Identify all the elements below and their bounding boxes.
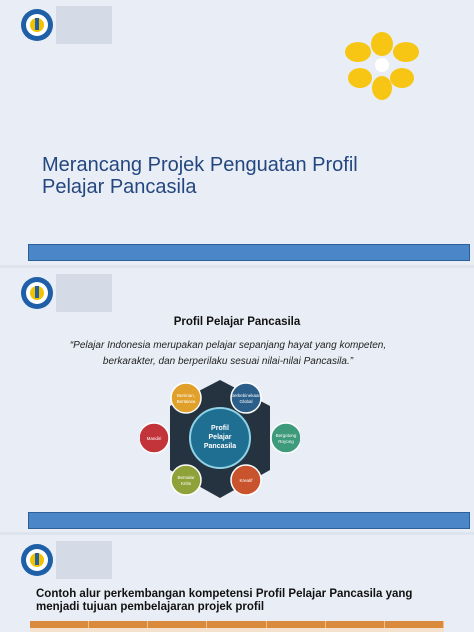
section-heading [36, 588, 456, 614]
tut-wuri-handayani-logo [20, 543, 54, 577]
dimension-label: Bertakwa [176, 399, 196, 404]
dimension-node [171, 383, 201, 413]
quote [60, 338, 396, 370]
heading-line-1: Contoh alur perkembangan kompetensi Profil Pelajar Pancasila yang [36, 588, 413, 600]
accent-bar [28, 244, 470, 261]
logo-placeholder [56, 274, 112, 312]
dimension-label: Berkebinekaan [230, 393, 262, 398]
title-line-2: Pelajar Pancasila [42, 176, 197, 198]
dimension-label: Royong [278, 439, 294, 444]
section-title: Profil Pelajar Pancasila [173, 316, 301, 328]
dimension-node [171, 465, 201, 495]
slide-1 [0, 0, 474, 265]
flower-icon [336, 30, 428, 100]
dimension-node [271, 423, 300, 453]
center-label-2: Pelajar [208, 434, 232, 441]
competency-table-header [30, 621, 444, 628]
title-line-1: Merancang Projek Penguatan Profil [42, 154, 358, 176]
dimension-label: Beriman, [176, 393, 196, 398]
logo-placeholder [56, 6, 112, 44]
center-label-3: Pancasila [203, 443, 237, 450]
heading-line-2: menjadi tujuan pembelajaran projek profil [36, 601, 265, 613]
dimension-label: Kritis [181, 481, 191, 486]
dimension-label: Bergotong [275, 433, 297, 438]
quote-line-2: berkarakter, dan berperilaku sesuai nilai-nilai Pancasila.” [102, 356, 354, 367]
quote-line-1: “Pelajar Indonesia merupakan pelajar sepanjang hayat yang kompeten, [69, 340, 387, 351]
slide-2 [0, 268, 474, 532]
dimension-label: Bernalar [177, 475, 195, 480]
slide-3 [0, 535, 474, 632]
competency-table-row [30, 628, 444, 632]
tut-wuri-handayani-logo [20, 276, 54, 310]
profil-pelajar-pancasila-diagram [140, 376, 300, 504]
center-label-1: Profil [211, 425, 229, 432]
tut-wuri-handayani-logo [20, 8, 54, 42]
dimension-label: Global [239, 399, 253, 404]
page-title [42, 154, 422, 198]
dimension-label: Mandiri [146, 436, 162, 441]
logo-placeholder [56, 541, 112, 579]
accent-bar [28, 512, 470, 529]
dimension-label: Kreatif [239, 478, 253, 483]
dimension-node [231, 383, 261, 413]
